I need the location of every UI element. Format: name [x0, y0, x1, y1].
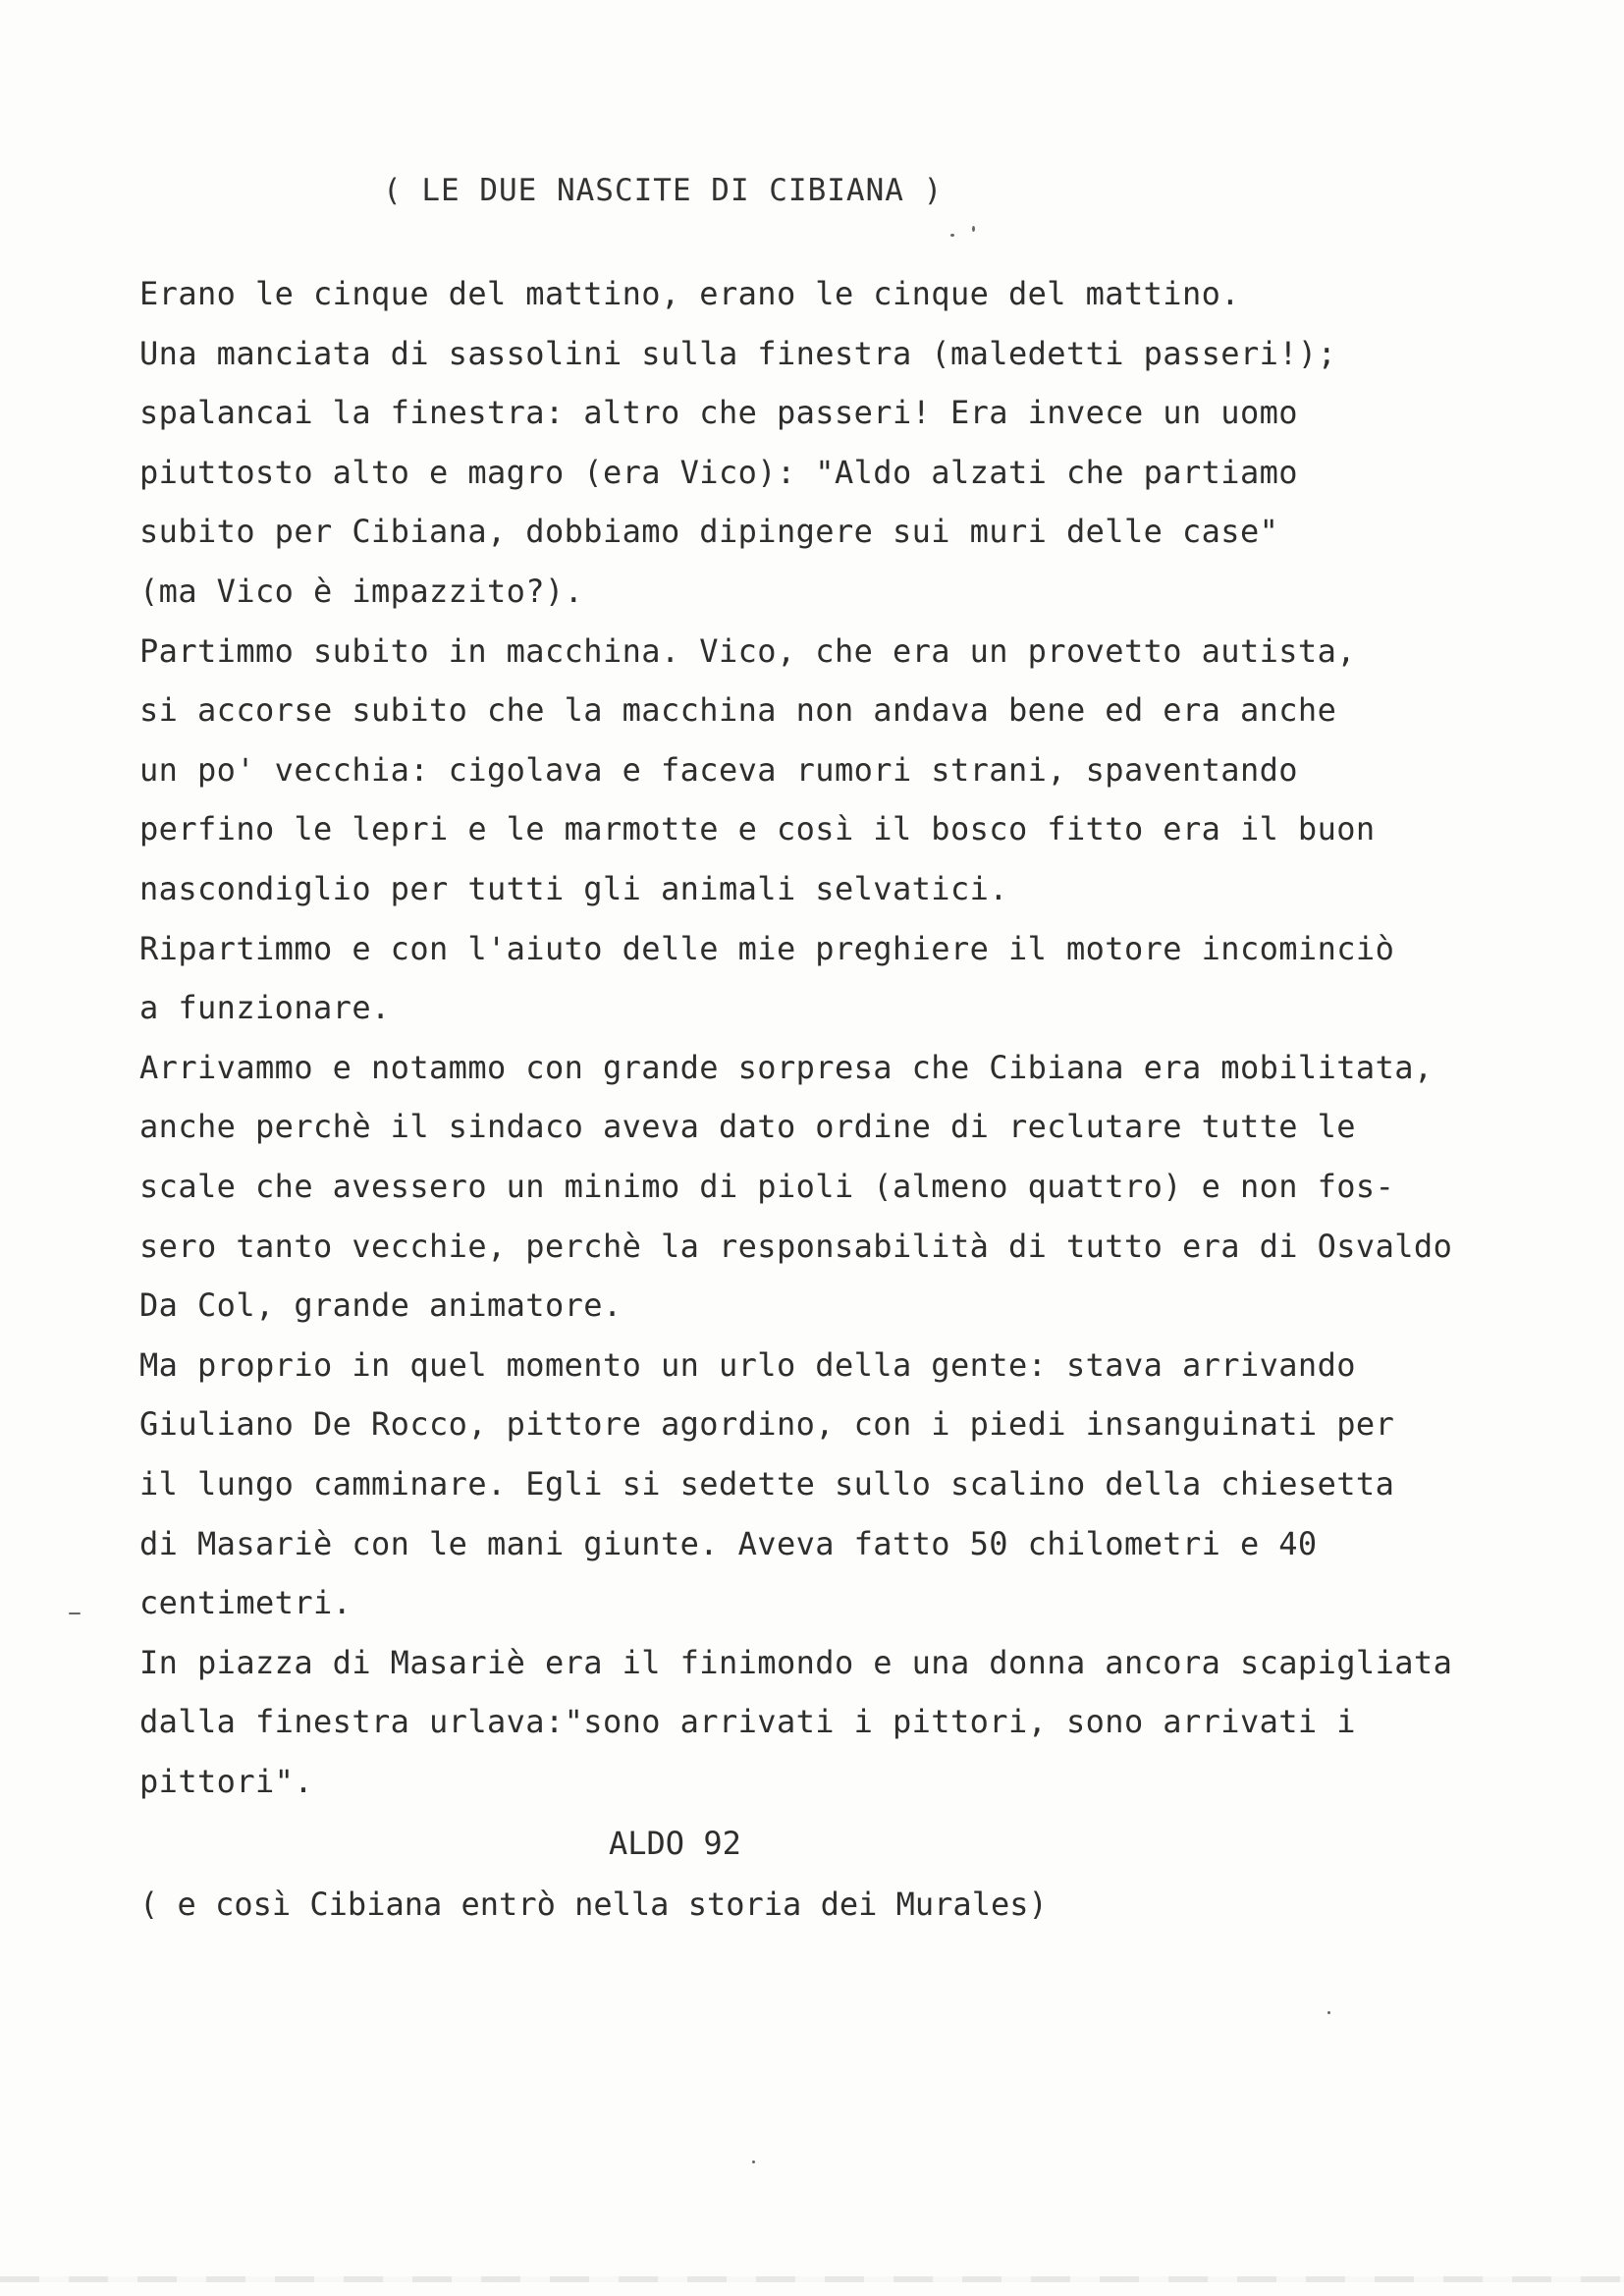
text-line: (ma Vico è impazzito?).	[139, 573, 584, 610]
text-line: sero tanto vecchie, perchè la responsabilità di tutto era di Osvaldo	[139, 1228, 1453, 1265]
text-line: perfino le lepri e le marmotte e così il bosco fitto era il buon	[139, 810, 1376, 847]
text-line: dalla finestra urlava:"sono arrivati i pittori, sono arrivati i	[139, 1703, 1356, 1740]
signature: ALDO 92	[609, 1825, 741, 1862]
text-line: si accorse subito che la macchina non andava bene ed era anche	[139, 691, 1337, 729]
text-line: spalancai la finestra: altro che passeri! Era invece un uomo	[139, 394, 1298, 431]
text-line: Arrivammo e notammo con grande sorpresa che Cibiana era mobilitata,	[139, 1049, 1434, 1086]
text-line: anche perchè il sindaco aveva dato ordine di reclutare tutte le	[139, 1108, 1356, 1145]
text-line: In piazza di Masariè era il finimondo e una donna ancora scapigliata	[139, 1644, 1453, 1681]
text-line: di Masariè con le mani giunte. Aveva fatto 50 chilometri e 40	[139, 1525, 1318, 1562]
text-line: Ripartimmo e con l'aiuto delle mie preghiere il motore incominciò	[139, 930, 1395, 967]
text-line: scale che avessero un minimo di pioli (almeno quattro) e non fos-	[139, 1168, 1395, 1205]
text-line: nascondiglio per tutti gli animali selvatici.	[139, 870, 1008, 907]
text-line: Ma proprio in quel momento un urlo della gente: stava arrivando	[139, 1346, 1356, 1384]
text-line: pittori".	[139, 1763, 313, 1800]
margin-mark	[69, 1613, 81, 1614]
text-line: Partimmo subito in macchina. Vico, che era un provetto autista,	[139, 632, 1356, 670]
document-title: ( LE DUE NASCITE DI CIBIANA )	[383, 173, 944, 208]
text-line: un po' vecchia: cigolava e faceva rumori strani, spaventando	[139, 751, 1298, 789]
closing-line: ( e così Cibiana entrò nella storia dei Murales)	[139, 1886, 1048, 1923]
ink-speck	[950, 234, 954, 237]
text-line: subito per Cibiana, dobbiamo dipingere sui muri delle case"	[139, 513, 1279, 550]
text-line: a funzionare.	[139, 989, 391, 1026]
ink-speck	[1327, 2011, 1330, 2014]
text-line: Erano le cinque del mattino, erano le cinque del mattino.	[139, 275, 1240, 312]
ink-speck	[972, 226, 975, 232]
text-line: Da Col, grande animatore.	[139, 1286, 623, 1324]
text-line: Giuliano De Rocco, pittore agordino, con i piedi insanguinati per	[139, 1405, 1395, 1443]
scan-edge	[0, 2276, 1624, 2282]
ink-speck	[752, 2160, 755, 2163]
text-line: centimetri.	[139, 1584, 352, 1621]
text-line: Una manciata di sassolini sulla finestra (maledetti passeri!);	[139, 335, 1337, 372]
text-line: il lungo camminare. Egli si sedette sullo scalino della chiesetta	[139, 1465, 1395, 1503]
text-line: piuttosto alto e magro (era Vico): "Aldo alzati che partiamo	[139, 454, 1298, 491]
